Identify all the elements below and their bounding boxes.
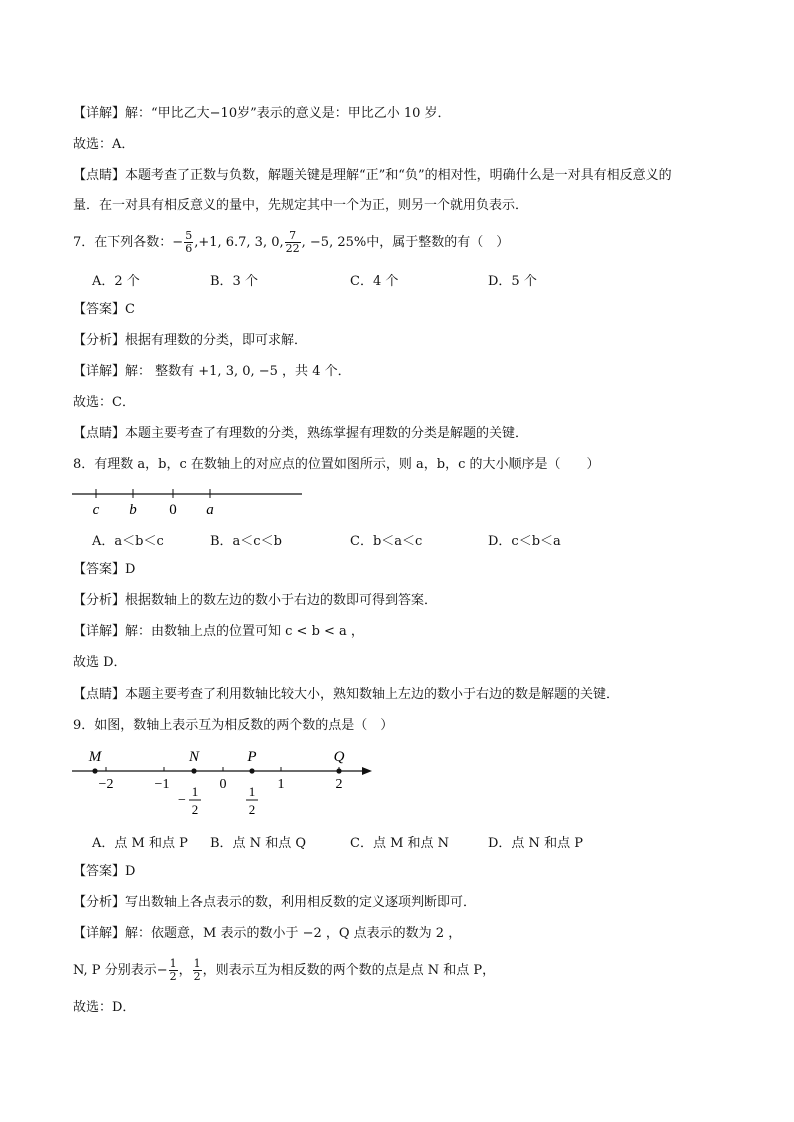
q8-option-c: C．b＜a＜c — [350, 534, 423, 549]
q7-fraction-2 — [285, 230, 301, 255]
q7-minus: − — [172, 235, 184, 250]
q9-tick-label-2: 2 — [335, 777, 343, 792]
q8-label-b: b — [129, 502, 137, 518]
q7-analysis: 【分析】根据有理数的分类，即可求解． — [73, 333, 308, 348]
q8-choose: 故选 D． — [73, 655, 127, 670]
q7-f2-den: 22 — [285, 242, 300, 255]
q6-detail — [73, 105, 451, 123]
q9-axis-arrow-icon — [362, 767, 372, 775]
q9-point-p — [249, 768, 254, 773]
q9-detail2-frac-den: 2 — [193, 970, 201, 983]
q8-option-d: D．c＜b＜a — [488, 534, 561, 549]
q9-half-neg-sign: − — [178, 793, 186, 808]
q9-stem: 9．如图，数轴上表示互为相反数的两个数的点是（ ） — [73, 718, 394, 733]
q7-fraction-1 — [184, 230, 193, 255]
q7-choose: 故选：C． — [73, 395, 135, 410]
q9-detail2-frac-neg-den: 2 — [169, 970, 177, 983]
q9-detail2-minus: − — [156, 963, 168, 978]
q8-analysis: 【分析】根据数轴上的数左边的数小于右边的数即可得到答案． — [73, 593, 438, 608]
q9-detail-line2: N, P 分别表示− $\frac{1}{2}$ ， $\frac{1}{2}$ ，则表示互为相反数的两个数的点是点 N 和点 P， — [73, 957, 496, 983]
q9-half-den: 2 — [248, 802, 256, 817]
q8-number-line — [70, 484, 310, 520]
q8-option-b: B．a＜c＜b — [210, 534, 282, 549]
q9-label-p: P — [247, 749, 257, 765]
q8-comment: 【点睛】本题主要考查了利用数轴比较大小，熟知数轴上左边的数小于右边的数是解题的关键． — [73, 687, 620, 702]
q9-point-n — [191, 768, 196, 773]
q9-detail-line1: 【详解】解：依题意，M 表示的数小于 −2 ，Q 点表示的数为 2 ， — [73, 926, 462, 941]
q6-comment-line1: 【点睛】本题考查了正数与负数，解题关键是理解“正”和“负”的相对性，明确什么是一对具有相反意义的 — [73, 168, 672, 183]
q7-answer: 【答案】C — [73, 302, 135, 317]
q9-option-c: C．点 M 和点 N — [350, 836, 450, 851]
q9-detail2-frac — [193, 958, 202, 983]
q8-answer: 【答案】D — [73, 562, 136, 577]
q9-tick-label-1: 1 — [277, 777, 285, 792]
q7-suffix: 中，属于整数的有（ ） — [366, 235, 510, 250]
q6-choose: 故选：A． — [73, 137, 135, 152]
q7-option-b: B．3 个 — [210, 274, 258, 289]
q8-stem: 8．有理数 a，b，c 在数轴上的对应点的位置如图所示，则 a，b，c 的大小顺序是（ ） — [73, 457, 600, 472]
q9-tick-label-0: 0 — [219, 777, 227, 792]
q9-number-line — [70, 742, 380, 822]
q9-tick-label-minus1: −1 — [154, 777, 170, 792]
q9-option-b: B．点 N 和点 Q — [210, 836, 306, 851]
q9-half-num: 1 — [248, 784, 256, 799]
q9-answer: 【答案】D — [73, 864, 136, 879]
q8-label-c: c — [92, 502, 100, 518]
q6-detail-suffix: 岁”表示的意义是：甲比乙小 10 岁． — [237, 106, 451, 121]
q7-detail: 【详解】解： 整数有 +1, 3, 0, −5 ，共 4 个． — [73, 364, 351, 379]
q7-stem — [73, 228, 509, 258]
q6-detail-prefix: 【详解】解：“甲比乙大 — [73, 106, 210, 121]
q7-f1-den: 6 — [185, 242, 193, 255]
q7-option-d: D．5 个 — [488, 274, 537, 289]
q6-detail-value: −10 — [209, 106, 238, 121]
q9-half-neg-den: 2 — [191, 802, 199, 817]
q7-comment: 【点睛】本题主要考查了有理数的分类，熟练掌握有理数的分类是解题的关键． — [73, 426, 529, 441]
q7-f2-num: 7 — [285, 230, 301, 243]
q9-detail2-frac-neg — [169, 958, 178, 983]
q9-label-q: Q — [333, 749, 345, 765]
q7-option-a: A．2 个 — [92, 274, 140, 289]
q9-choose: 故选：D． — [73, 1000, 136, 1015]
q7-prefix: 7．在下列各数： — [73, 235, 173, 250]
q9-option-a: A．点 M 和点 P — [92, 836, 188, 851]
q9-point-m — [92, 768, 97, 773]
q9-detail2-suffix: ，则表示互为相反数的两个数的点是点 N 和点 P， — [202, 963, 496, 978]
q8-option-a: A．a＜b＜c — [92, 534, 164, 549]
q9-analysis: 【分析】写出数轴上各点表示的数，利用相反数的定义逐项判断即可． — [73, 895, 477, 910]
q6-comment-line2: 量．在一对具有相反意义的量中，先规定其中一个为正，则另一个就用负表示． — [73, 198, 529, 213]
q7-tail: , −5, 25% — [301, 235, 367, 250]
q9-label-m: M — [88, 749, 102, 765]
q9-detail2-prefix: N, P 分别表示 — [73, 963, 157, 978]
q8-label-a: a — [206, 502, 214, 518]
q7-mid: ,+1, 6.7, 3, 0, — [194, 235, 284, 250]
q9-point-q — [336, 768, 341, 773]
q8-label-0: 0 — [169, 502, 177, 518]
q7-option-c: C．4 个 — [350, 274, 399, 289]
q9-half-neg-num: 1 — [191, 784, 199, 799]
q9-label-n: N — [188, 749, 200, 765]
q9-detail2-frac-num: 1 — [193, 957, 201, 970]
q9-tick-label-minus2: −2 — [98, 777, 114, 792]
q9-option-d: D．点 N 和点 P — [488, 836, 583, 851]
q8-detail: 【详解】解：由数轴上点的位置可知 c < b < a ， — [73, 624, 364, 639]
q9-detail2-frac-neg-num: 1 — [169, 957, 177, 970]
q7-f1-num: 5 — [185, 229, 193, 242]
